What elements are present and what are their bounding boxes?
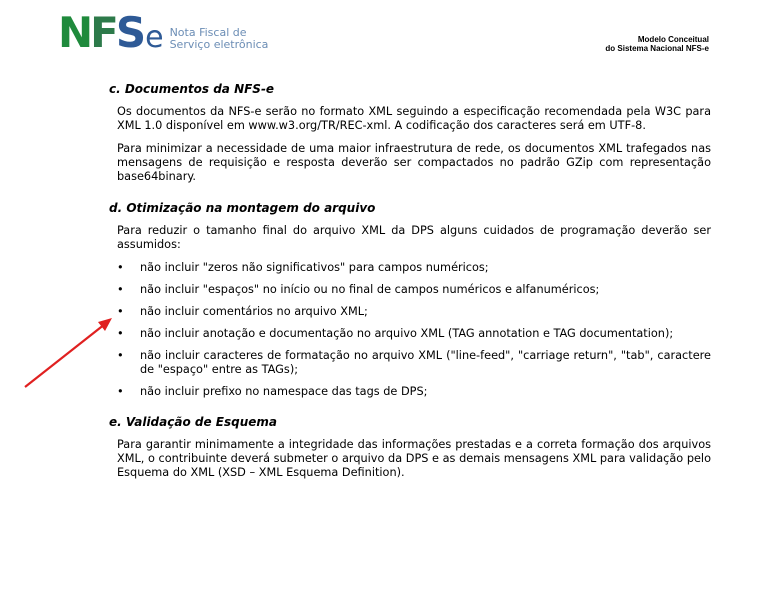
bullet-icon: •	[117, 349, 124, 362]
list-item: • não incluir "espaços" no início ou no final de campos numéricos e alfanuméricos;	[117, 283, 600, 296]
logo-wordmark: NFSe	[58, 8, 164, 57]
section-c-paragraph-1: Os documentos da NFS-e serão no formato XML seguindo a especificação recomendada pela W3C para XML 1.0 disponível em www.w3.org/TR/REC-xml. A codificação dos caracteres será em UTF-8.	[117, 105, 711, 132]
document-title-line1: Modelo Conceitual	[637, 35, 709, 44]
document-title	[605, 35, 709, 53]
bullet-icon: •	[117, 385, 124, 398]
list-item: • não incluir "zeros não significativos" para campos numéricos;	[117, 261, 489, 274]
list-item: • não incluir anotação e documentação no arquivo XML (TAG annotation e TAG documentation);	[117, 327, 674, 340]
list-item: • não incluir prefixo no namespace das tags de DPS;	[117, 385, 428, 398]
section-d-intro: Para reduzir o tamanho final do arquivo XML da DPS alguns cuidados de programação deverão ser assumidos:	[117, 224, 711, 251]
red-arrow-annotation	[20, 312, 120, 392]
bullet-icon: •	[117, 327, 124, 340]
section-e-paragraph-1: Para garantir minimamente a integridade das informações prestadas e a correta formação dos arquivos XML, o contribuinte deverá submeter o arquivo da DPS e as demais mensagens XML para validação pelo Esquema do XML (XSD – XML Esquema Definition).	[117, 438, 711, 479]
bullet-icon: •	[117, 305, 124, 318]
arrow-shaft	[25, 324, 105, 387]
nfse-logo	[58, 8, 269, 57]
list-item: • não incluir caracteres de formatação no arquivo XML ("line-feed", "carriage return", "tab", caractere de "espaço" entre as TAGs);	[117, 349, 711, 376]
section-d-heading: d. Otimização na montagem do arquivo	[109, 201, 376, 215]
section-e-heading: e. Validação de Esquema	[109, 415, 277, 429]
logo-subtitle-line1: Nota Fiscal de	[169, 26, 247, 39]
bullet-icon: •	[117, 283, 124, 296]
logo-subtitle	[170, 27, 269, 51]
bullet-icon: •	[117, 261, 124, 274]
section-c-heading: c. Documentos da NFS-e	[109, 82, 275, 96]
optimization-list	[117, 261, 711, 399]
document-title-line2: do Sistema Nacional NFS-e	[605, 44, 709, 53]
document-body	[109, 82, 711, 489]
list-item: • não incluir comentários no arquivo XML;	[117, 305, 368, 318]
section-c-paragraph-2: Para minimizar a necessidade de uma maior infraestrutura de rede, os documentos XML trafegados nas mensagens de requisição e resposta deverão ser compactados no padrão GZip com representação base64binary.	[117, 142, 711, 183]
logo-subtitle-line2: Serviço eletrônica	[169, 38, 269, 51]
